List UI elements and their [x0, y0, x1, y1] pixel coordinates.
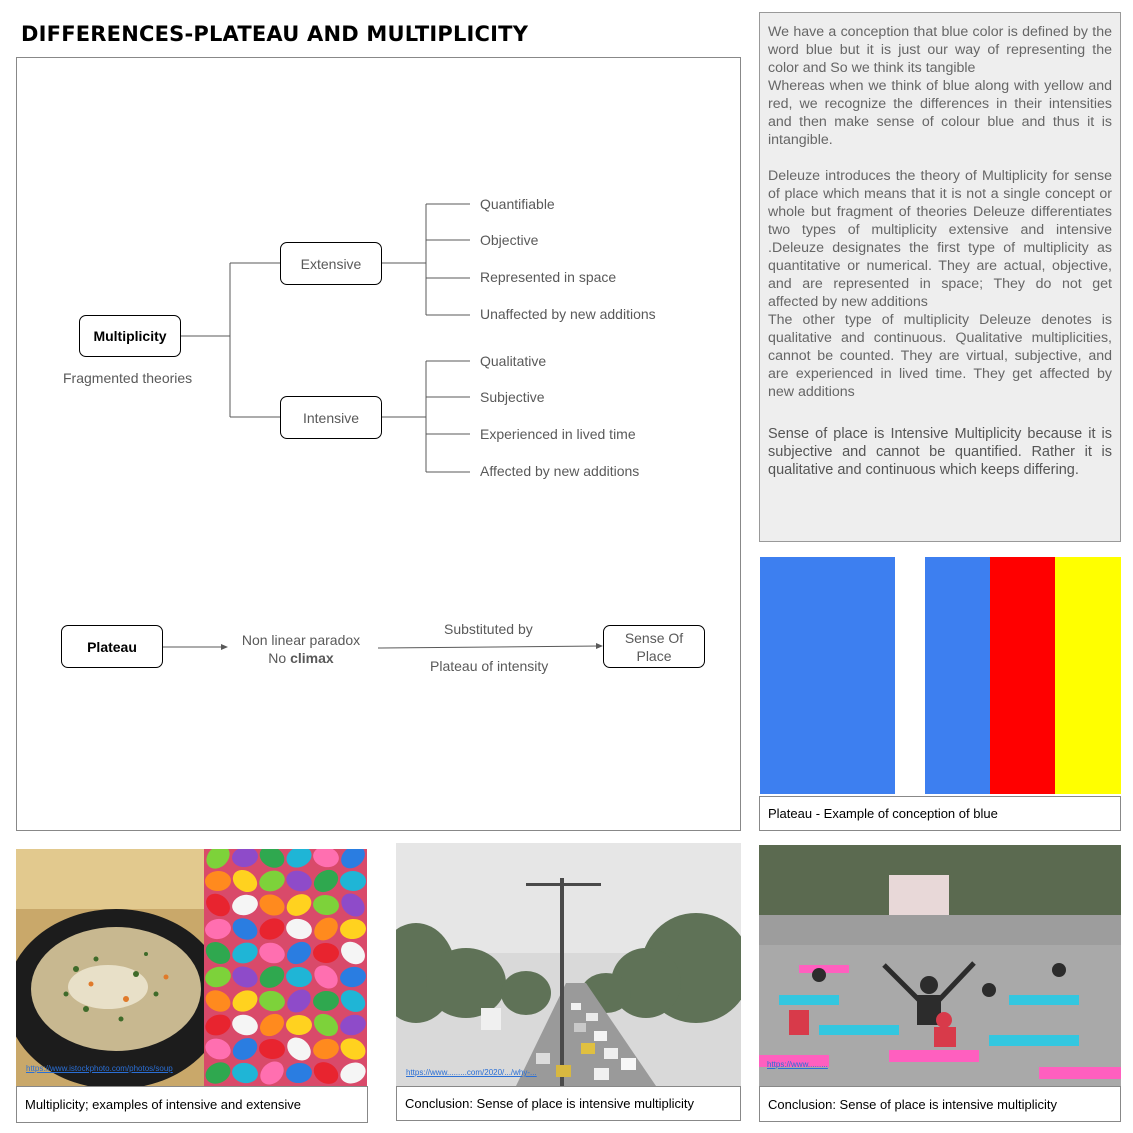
- intensive-item: Qualitative: [480, 353, 547, 369]
- yoga-caption: Conclusion: Sense of place is intensive multiplicity: [759, 1086, 1121, 1122]
- intensive-item: Subjective: [480, 389, 545, 405]
- explanation-paragraph: Whereas when we think of blue along with yellow and red, we recognize the differences in their intensities and then make sense of colour blue and thus it is intangible.: [768, 78, 1112, 148]
- paradox-line-1: Non linear paradox: [241, 632, 361, 648]
- traffic-photo: [396, 843, 741, 1086]
- explanation-paragraph: The other type of multiplicity Deleuze denotes is qualitative and continuous. Qualitative multiplicities, cannot be counted. They are virtual, subjective, and are experienced in lived time. They get affected by new additions: [768, 312, 1112, 400]
- page-title: DIFFERENCES-PLATEAU AND MULTIPLICITY: [21, 22, 529, 46]
- soup-image-link[interactable]: https://www.istockphoto.com/photos/soup: [26, 1064, 173, 1073]
- yoga-image-link[interactable]: https://www.........: [767, 1060, 828, 1069]
- paradox-line-2-bold: climax: [290, 650, 334, 666]
- multiplicity-note: Fragmented theories: [63, 370, 193, 386]
- jellybeans-photo: [204, 849, 367, 1086]
- extensive-item: Unaffected by new additions: [480, 306, 656, 322]
- sense-of-place-line-1: Sense Of: [624, 629, 684, 646]
- explanation-paragraph: Deleuze introduces the theory of Multiplicity for sense of place which means that it is not a single concept or whole but fragment of theories Deleuze differentiates two types of multiplicity extensive and intensive .Deleuze designates the first type of multiplicity as quantitative or numerical. They are actual, objective, and are represented in space; They do not get affected by new additions: [768, 168, 1112, 310]
- traffic-image-link[interactable]: https://www.........com/2020/.../why-...: [406, 1068, 537, 1077]
- blue-block-single: [760, 557, 895, 794]
- sense-of-place-line-2: Place: [636, 647, 672, 664]
- blue-caption: Plateau - Example of conception of blue: [759, 796, 1121, 831]
- blue-block-group: [925, 557, 990, 794]
- intensive-item: Experienced in lived time: [480, 426, 636, 442]
- extensive-item: Objective: [480, 232, 539, 248]
- explanation-panel: [759, 12, 1121, 542]
- traffic-caption: Conclusion: Sense of place is intensive multiplicity: [396, 1086, 741, 1121]
- explanation-conclusion: Sense of place is Intensive Multiplicity because it is subjective and cannot be quantified. Rather it is qualitative and continuous which keeps differing.: [768, 426, 1112, 478]
- intensive-item: Affected by new additions: [480, 463, 640, 479]
- explanation-paragraph: We have a conception that blue color is defined by the word blue but it is just our way of representing the color and So we think its tangible: [768, 24, 1112, 76]
- substituted-by-label: Substituted by: [444, 621, 533, 637]
- soup-photo: [16, 849, 204, 1086]
- multiplicity-node: Multiplicity: [79, 315, 181, 357]
- red-block: [990, 557, 1055, 794]
- jellybeans-image: [204, 849, 367, 1086]
- sense-of-place-node: [603, 625, 705, 668]
- soup-image: [16, 849, 204, 1086]
- yoga-photo: [759, 845, 1121, 1086]
- paradox-text: [230, 631, 372, 667]
- soup-caption: Multiplicity; examples of intensive and extensive: [16, 1086, 368, 1123]
- extensive-node: Extensive: [280, 242, 382, 285]
- intensive-node: Intensive: [280, 396, 382, 439]
- plateau-of-intensity-label: Plateau of intensity: [430, 658, 549, 674]
- yoga-image: [759, 845, 1121, 1086]
- extensive-item: Represented in space: [480, 269, 617, 285]
- paradox-line-2-prefix: No: [268, 650, 287, 666]
- traffic-image: [396, 843, 741, 1086]
- plateau-node: Plateau: [61, 625, 163, 668]
- yellow-block: [1055, 557, 1121, 794]
- extensive-item: Quantifiable: [480, 196, 555, 212]
- paradox-line-2: [230, 649, 372, 667]
